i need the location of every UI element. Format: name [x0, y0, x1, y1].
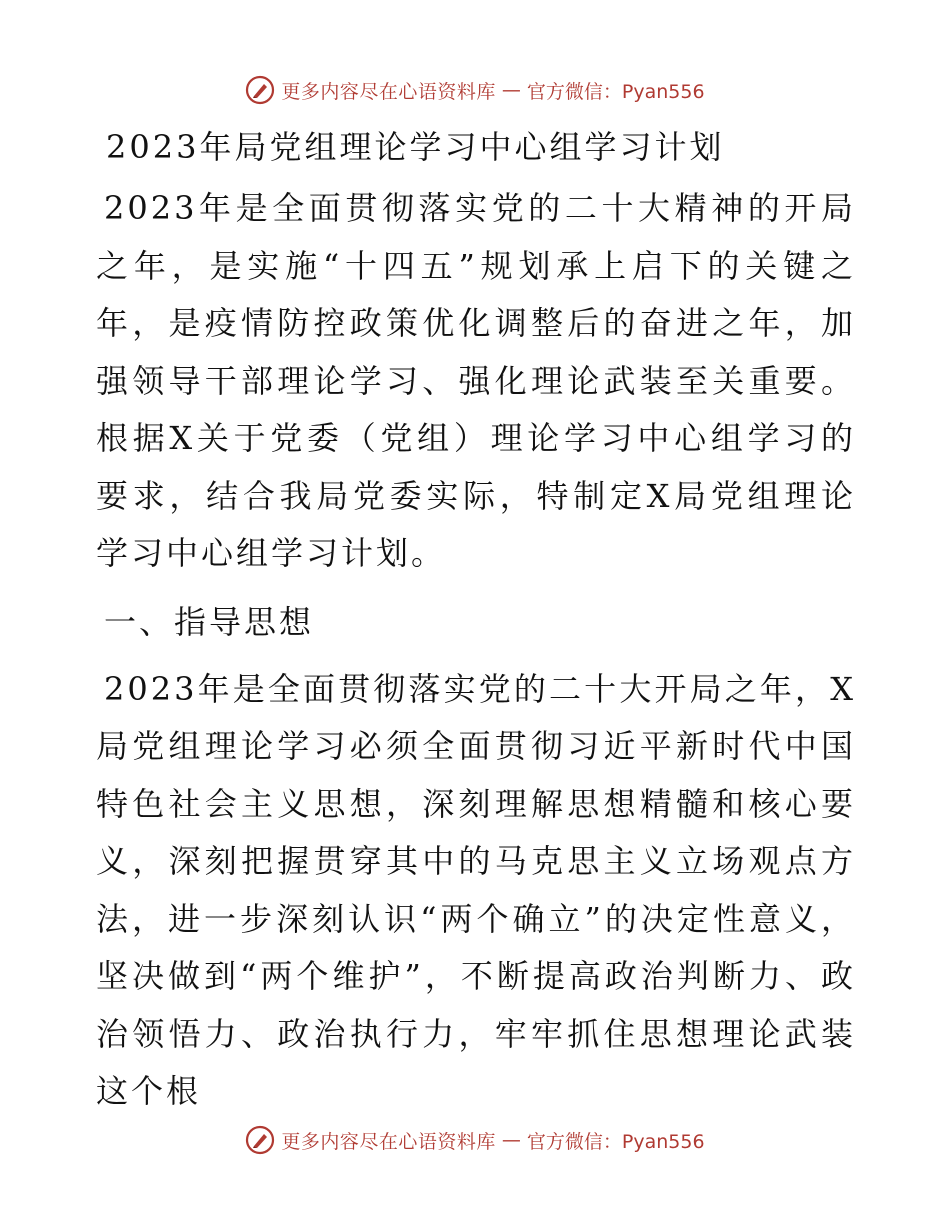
section-paragraph-guiding-ideology: 2023年是全面贯彻落实党的二十大开局之年，X局党组理论学习必须全面贯彻习近平新时代中国特色社会主义思想，深刻理解思想精髓和核心要义，深刻把握贯穿其中的马克思主义立场观点方法，进一步深刻认识“两个确立”的决定性意义，坚决做到“两个维护”，不断提高政治判断力、政治领悟力、政治执行力，牢牢抓住思想理论武装这个根 — [96, 669, 856, 1110]
watermark-main-text: 更多内容尽在心语资料库 — [281, 80, 496, 103]
watermark-wechat-text: 官方微信：Pyan556 — [526, 80, 705, 103]
watermark-dash: — — [501, 1129, 521, 1151]
document-title: 2023年局党组理论学习中心组学习计划 — [106, 128, 725, 166]
pen-logo-icon — [245, 75, 275, 105]
pen-logo-icon — [245, 1125, 275, 1155]
footer-watermark — [0, 1120, 950, 1160]
watermark-wechat-text: 官方微信：Pyan556 — [526, 1130, 705, 1153]
watermark-dash: — — [501, 79, 521, 101]
section-heading-guiding-ideology: 一、指导思想 — [104, 602, 315, 641]
watermark-main-text: 更多内容尽在心语资料库 — [281, 1130, 496, 1153]
document-body — [96, 118, 856, 1121]
intro-paragraph: 2023年是全面贯彻落实党的二十大精神的开局之年，是实施“十四五”规划承上启下的关键之年，是疫情防控政策优化调整后的奋进之年，加强领导干部理论学习、强化理论武装至关重要。根据X关于党委（党组）理论学习中心组学习的要求，结合我局党委实际，特制定X局党组理论学习中心组学习计划。 — [96, 189, 856, 572]
header-watermark — [0, 70, 950, 110]
